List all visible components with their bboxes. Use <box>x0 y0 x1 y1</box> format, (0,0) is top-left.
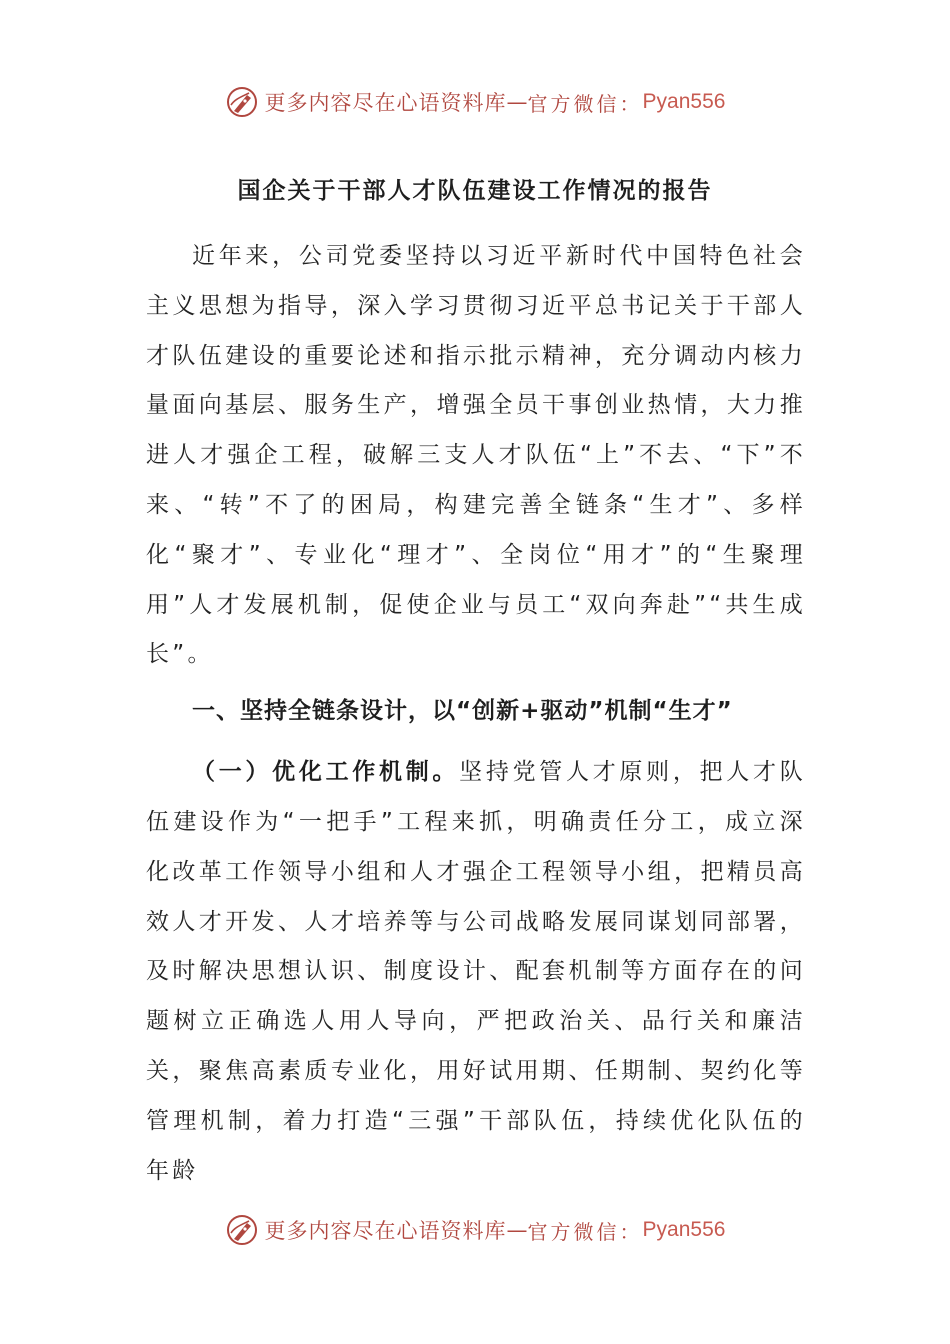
subsection-body: 坚持党管人才原则，把人才队伍建设作为“一把手”工程来抓，明确责任分工，成立深化改革工作领导小组和人才强企工程领导小组，把精员高效人才开发、人才培养等与公司战略发展同谋划同部署，及时解决思想认识、制度设计、配套机制等方面存在的问题树立正确选人用人导向，严把政治关、品行关和廉洁关，聚焦高素质专业化，用好试用期、任期制、契约化等管理机制，着力打造“三强”干部队伍，持续优化队伍的年龄 <box>146 759 807 1184</box>
wechat-label: 官方微信： <box>527 91 643 116</box>
section-heading: 一、坚持全链条设计，以“创新+驱动”机制“生才” <box>192 698 733 725</box>
banner-separator: — <box>506 90 528 114</box>
header-watermark-banner <box>0 80 950 124</box>
pen-nib-logo-icon <box>225 1213 259 1247</box>
brand-text: 更多内容尽在心语资料库 <box>264 91 507 115</box>
wechat-id: Pyan556 <box>642 90 726 113</box>
wechat-label: 官方微信： <box>527 1219 643 1244</box>
subsection-paragraph <box>146 748 806 1196</box>
pen-nib-logo-icon <box>225 85 259 119</box>
banner-separator: — <box>506 1218 528 1242</box>
subsection-heading: （一）优化工作机制。 <box>192 759 460 786</box>
footer-watermark-banner <box>0 1208 950 1252</box>
wechat-id: Pyan556 <box>642 1218 726 1241</box>
intro-paragraph: 近年来，公司党委坚持以习近平新时代中国特色社会主义思想为指导，深入学习贯彻习近平总书记关于干部人才队伍建设的重要论述和指示批示精神，充分调动内核力量面向基层、服务生产，增强全员干事创业热情，大力推进人才强企工程，破解三支人才队伍“上”不去、“下”不来、“转”不了的困局，构建完善全链条“生才”、多样化“聚才”、专业化“理才”、全岗位“用才”的“生聚理用”人才发展机制，促使企业与员工“双向奔赴”“共生成长”。 <box>146 243 806 668</box>
document-body <box>146 232 806 1196</box>
document-title: 国企关于干部人才队伍建设工作情况的报告 <box>237 178 713 204</box>
brand-text: 更多内容尽在心语资料库 <box>264 1219 507 1243</box>
